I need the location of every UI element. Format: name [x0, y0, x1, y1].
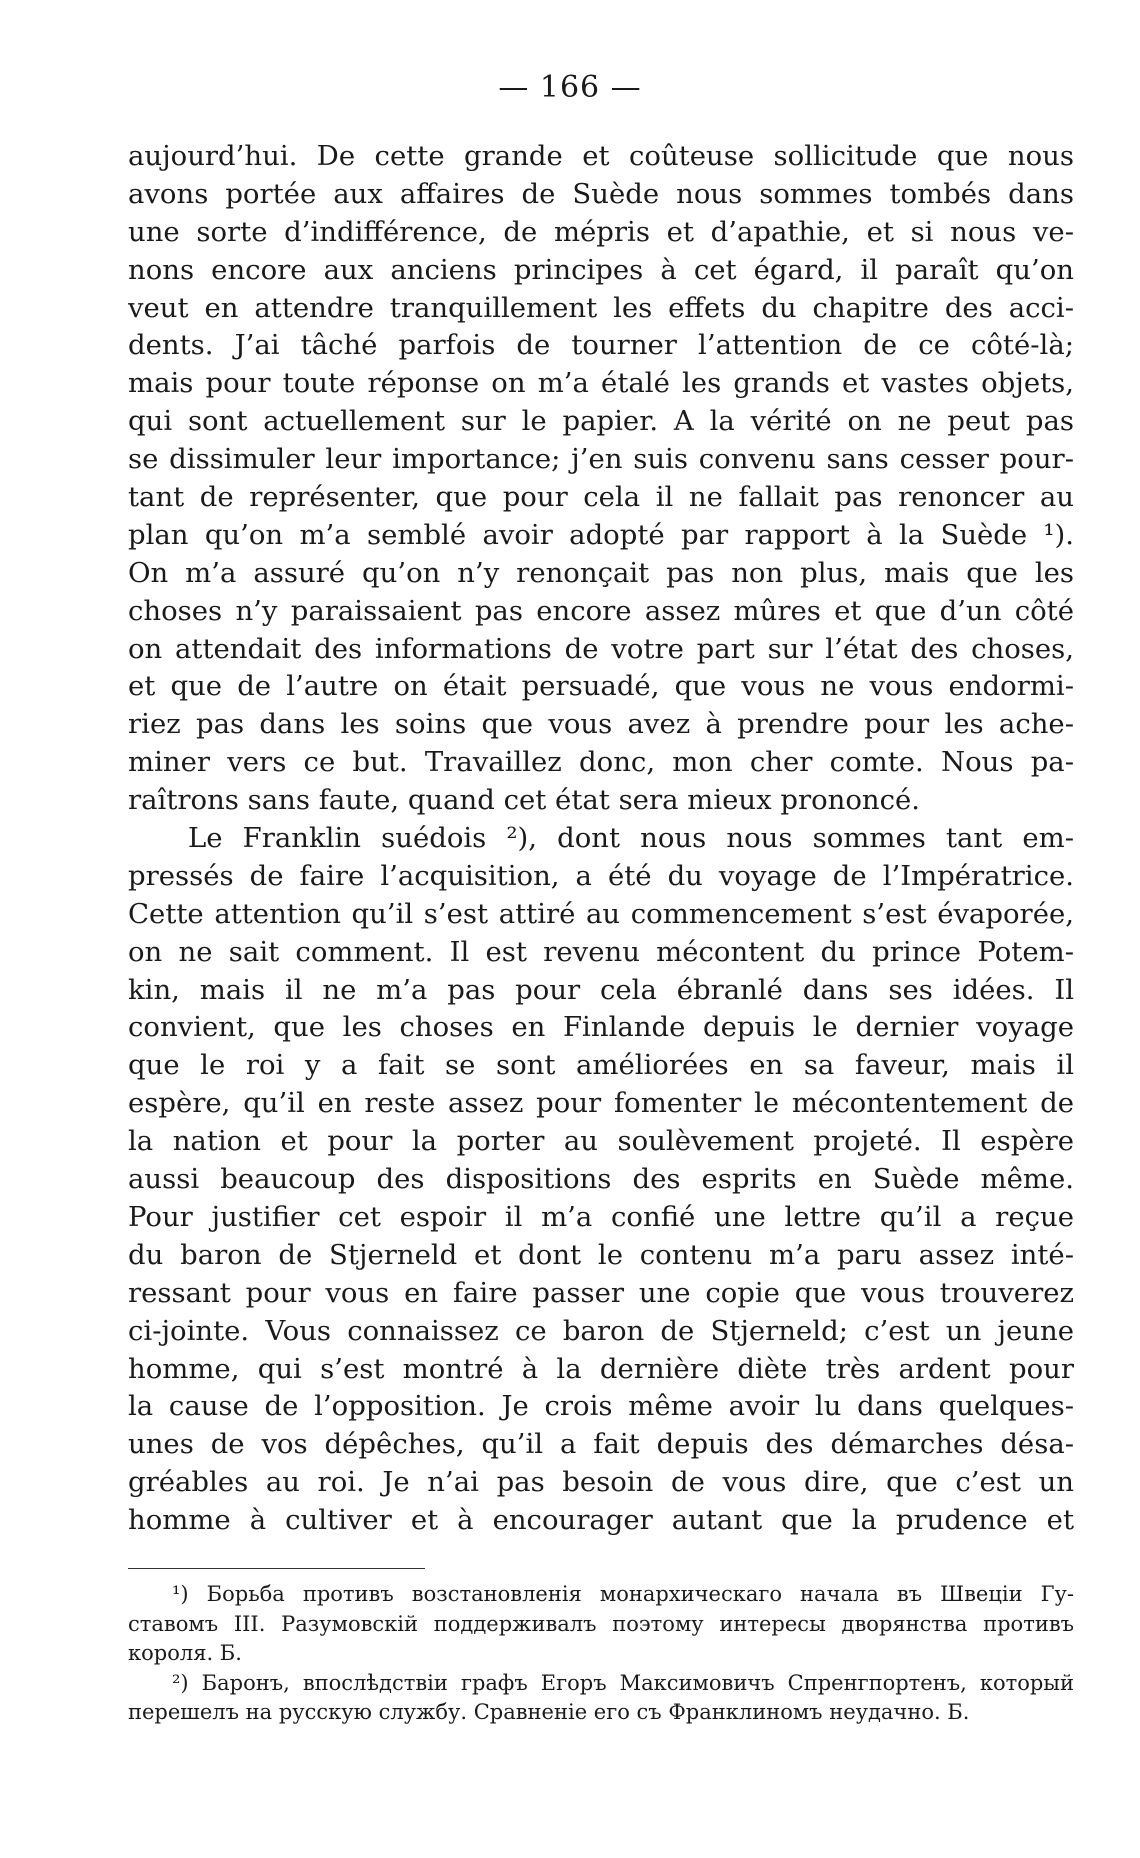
text-line: nons encore aux anciens principes à cet égard, il paraît qu’on [128, 253, 1074, 286]
paragraph-start-line: Le Franklin suédois ²), dont nous nous sommes tant em- [188, 822, 1074, 855]
text-line: aussi beaucoup des dispositions des esprits en Suède même. [128, 1163, 1074, 1196]
text-line: que le roi y a fait se sont améliorées en sa faveur, mais il [128, 1049, 1074, 1082]
footnote-line: короля. Б. [128, 1641, 242, 1665]
text-line: unes de vos dépêches, qu’il a fait depuis des démarches désa- [128, 1428, 1074, 1461]
footnote-line: перешелъ на русскую службу. Сравненіе его съ Франклиномъ неудачно. Б. [128, 1700, 970, 1724]
text-line: choses n’y paraissaient pas encore assez mûres et que d’un côté [128, 594, 1074, 627]
text-line: On m’a assuré qu’on n’y renonçait pas non plus, mais que les [128, 556, 1074, 589]
footnote-line: ²) Баронъ, впослѣдствіи графъ Егоръ Максимовичъ Спренгпортенъ, который [172, 1670, 1074, 1695]
text-line: homme à cultiver et à encourager autant que la prudence et [128, 1504, 1074, 1537]
text-line: Pour justifier cet espoir il m’a confié une lettre qu’il a reçue [128, 1200, 1074, 1233]
text-line: Cette attention qu’il s’est attiré au commencement s’est évaporée, [128, 897, 1074, 930]
text-line: aujourd’hui. De cette grande et coûteuse sollicitude que nous [128, 140, 1074, 172]
paragraph-end-line: raîtrons sans faute, quand cet état sera mieux prononcé. [128, 784, 921, 817]
text-line: qui sont actuellement sur le papier. A la vérité on ne peut pas [128, 405, 1074, 438]
text-line: on attendait des informations de votre part sur l’état des choses, [128, 632, 1074, 665]
text-line: espère, qu’il en reste assez pour fomenter le mécontentement de [128, 1087, 1074, 1120]
text-line: dents. J’ai tâché parfois de tourner l’attention de ce côté-là; [128, 329, 1074, 362]
footnotes [128, 1580, 1074, 1728]
text-line: gréables au roi. Je n’ai pas besoin de vous dire, que c’est un [128, 1466, 1074, 1499]
text-line: du baron de Stjerneld et dont le contenu m’a paru assez inté- [128, 1238, 1074, 1271]
text-line: veut en attendre tranquillement les effets du chapitre des acci- [128, 291, 1074, 324]
text-line: riez pas dans les soins que vous avez à prendre pour les ache- [128, 708, 1074, 741]
text-line: plan qu’on m’a semblé avoir adopté par rapport à la Suède ¹). [128, 518, 1074, 551]
text-line: et que de l’autre on était persuadé, que vous ne vous endormi- [128, 670, 1074, 703]
text-line: une sorte d’indifférence, de mépris et d’apathie, et si nous ve- [128, 215, 1074, 248]
page-number: — 166 — [498, 70, 642, 105]
text-line: se dissimuler leur importance; j’en suis convenu sans cesser pour- [128, 443, 1074, 476]
text-line: homme, qui s’est montré à la dernière diète très ardent pour [128, 1352, 1074, 1385]
text-line: ci-jointe. Vous connaissez ce baron de Stjerneld; c’est un jeune [128, 1314, 1074, 1347]
text-line: miner vers ce but. Travaillez donc, mon cher comte. Nous pa- [128, 746, 1074, 779]
text-line: tant de représenter, que pour cela il ne fallait pas renoncer au [128, 481, 1074, 514]
text-line: la cause de l’opposition. Je crois même avoir lu dans quelques- [128, 1390, 1074, 1423]
body-text [128, 138, 1074, 1540]
text-line: pressés de faire l’acquisition, a été du voyage de l’Impératrice. [128, 859, 1074, 892]
text-line: on ne sait comment. Il est revenu mécontent du prince Potem- [128, 935, 1074, 968]
footnote-line: ¹) Борьба противъ возстановленія монархическаго начала въ Швеціи Гу- [172, 1582, 1074, 1606]
text-line: ressant pour vous en faire passer une copie que vous trouverez [128, 1276, 1074, 1309]
text-line: convient, que les choses en Finlande depuis le dernier voyage [128, 1011, 1074, 1044]
footnote-line: ставомъ III. Разумовскій поддерживалъ поэтому интересы дворянства противъ [128, 1611, 1074, 1636]
text-line: avons portée aux affaires de Suède nous sommes tombés dans [128, 177, 1074, 210]
text-line: kin, mais il ne m’a pas pour cela ébranlé dans ses idées. Il [128, 973, 1074, 1006]
footnote-divider [128, 1568, 425, 1569]
text-line: la nation et pour la porter au soulèvement projeté. Il espère [128, 1125, 1074, 1158]
text-line: mais pour toute réponse on m’a étalé les grands et vastes objets, [128, 367, 1074, 400]
